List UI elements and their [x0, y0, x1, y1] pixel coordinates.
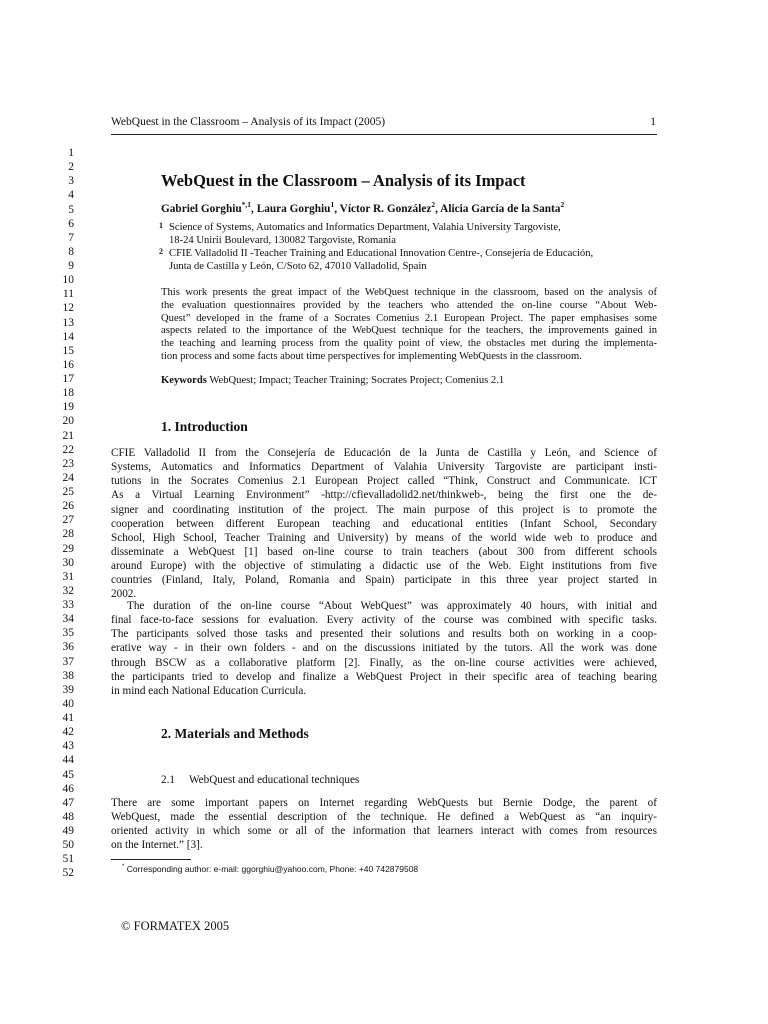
author-mark: 1: [330, 200, 335, 210]
affiliation: [159, 247, 594, 274]
line-number: 46: [62, 782, 74, 795]
line-number: 52: [62, 867, 74, 880]
affiliation-line: CFIE Valladolid II -Teacher Training and Educational Innovation Centre-, Consejería de Educación,: [169, 248, 594, 259]
line-numbers: [50, 146, 74, 881]
keywords-text: WebQuest; Impact; Teacher Training; Socrates Project; Comenius 2.1: [206, 375, 505, 386]
paragraph: [111, 446, 657, 601]
line-number: 51: [62, 853, 74, 866]
line-number: 18: [62, 387, 74, 400]
affiliation-line: Science of Systems, Automatics and Informatics Department, Valahia University Targoviste,: [169, 222, 561, 233]
affiliation-mark: 1: [159, 221, 163, 230]
line-number: 26: [62, 500, 74, 513]
line-number: 31: [62, 570, 74, 583]
line-number: 11: [62, 288, 74, 301]
line-number: 41: [62, 712, 74, 724]
line-number: 5: [68, 203, 74, 216]
paragraph-line: the participants tried to develop and finalize a WebQuest Project in their specific area of teaching bearing: [111, 670, 657, 683]
line-number: 7: [68, 231, 74, 244]
paragraph-line: There are some important papers on Internet regarding WebQuests but Bernie Dodge, the parent of: [111, 797, 657, 809]
subsection-heading: [161, 774, 359, 786]
paragraph-line: through BSCW as a collaborative platform [2]. Finally, as the on-line course activities were achieved,: [111, 656, 657, 669]
line-number: 30: [62, 556, 74, 569]
line-number: 4: [68, 189, 74, 202]
line-number: 25: [62, 486, 74, 498]
paragraph-line: signer and coordinating institution of the project. The main purpose of this project is to promote the: [111, 503, 657, 516]
abstract-line: Quest” developed in the frame of a Socrates Comenius 2.1 European Project. The paper emphasises some: [161, 312, 657, 324]
line-number: 28: [62, 528, 74, 541]
footnote-rule: [111, 859, 191, 860]
line-number: 21: [62, 429, 74, 442]
footnote-mark: *: [122, 864, 125, 871]
line-number: 8: [68, 245, 74, 258]
paragraph-line: The duration of the on-line course “About WebQuest” was approximately 40 hours, with initial and: [127, 600, 657, 612]
affiliation-mark: 2: [159, 247, 163, 256]
keywords: [161, 375, 504, 386]
line-number: 17: [62, 373, 74, 385]
author-mark: 2: [431, 200, 436, 210]
line-number: 37: [62, 655, 74, 668]
paragraph-line: disseminate a WebQuest [1] based on-line course to train teachers (about 300 from different schools: [111, 545, 657, 558]
running-title: WebQuest in the Classroom – Analysis of its Impact (2005): [111, 116, 386, 128]
paragraph-line: The participants solved those tasks and presented their solutions and results both on working in a coop-: [111, 628, 657, 641]
paragraph-line: CFIE Valladolid II from the Consejería de Educación de la Junta de Castilla y León, and Science of: [111, 447, 657, 459]
paragraph-line: School, High School, Teacher Training and University) by means of the world wide web to produce and: [111, 531, 657, 544]
paragraph-line: tutions in the Socrates Comenius 2.1 European Project called “Think, Construct and Communicate. ICT: [111, 475, 657, 488]
affiliation-line: Junta de Castilla y León, C/Soto 62, 47010 Valladolid, Spain: [169, 260, 427, 272]
line-number: 34: [62, 613, 74, 626]
line-number: 13: [62, 316, 74, 329]
keywords-label: Keywords: [161, 375, 207, 386]
line-number: 23: [62, 457, 74, 470]
line-number: 32: [62, 584, 74, 597]
header-rule: [111, 134, 657, 135]
copyright-footer: © FORMATEX 2005: [121, 919, 230, 933]
line-number: 6: [68, 217, 74, 230]
line-number: 45: [62, 768, 74, 781]
line-number: 24: [62, 471, 74, 484]
section-heading: 2. Materials and Methods: [161, 726, 309, 741]
line-number: 16: [62, 358, 74, 371]
paragraph-line: Systems, Automatics and Informatics Department of Valahia University Targoviste are participant insti-: [111, 461, 657, 474]
affiliation: [159, 221, 561, 248]
paragraph-line: As a Virtual Learning Environment” -http://cfievalladolid2.net/thinkweb-, being the first one the de-: [111, 489, 657, 502]
line-number: 10: [62, 274, 74, 287]
paragraph-line: final face-to-face sessions for evaluation. Every activity of the course was combined with specific tasks.: [111, 614, 657, 627]
line-number: 20: [62, 415, 74, 428]
author-name: Gabriel Gorghiu: [161, 203, 242, 215]
abstract-line: This work presents the great impact of the WebQuest technique in the classroom, based on the analysis of: [161, 287, 657, 298]
line-number: 50: [62, 839, 74, 852]
line-number: 29: [62, 542, 74, 555]
line-number: 12: [62, 302, 74, 315]
page-number: 1: [650, 116, 656, 128]
paragraph-line: WebQuest, made the essential description of the technique. He defined a WebQuest as “an inquiry-: [111, 811, 657, 824]
line-number: 38: [62, 669, 74, 682]
author-list: Gabriel Gorghiu$^{*,1}$, Laura Gorghiu$^1$, Víctor R. González$^2$, Alicia García de la Santa$^2$: [161, 200, 565, 215]
line-number: 1: [68, 147, 74, 159]
footnote-text: Corresponding author: e-mail: ggorghiu@yahoo.com, Phone: +40 742879508: [124, 864, 419, 874]
paragraph-line: countries (Finland, Italy, Poland, Romania and Spain) participate in this three year project started in: [111, 574, 657, 587]
affiliation-line: 18-24 Unirii Boulevard, 130082 Targoviste, Romania: [169, 234, 396, 246]
author-mark: 2: [560, 200, 565, 210]
line-number: 48: [62, 810, 74, 823]
line-number: 49: [62, 825, 74, 837]
line-number: 35: [62, 627, 74, 640]
line-number: 9: [68, 260, 74, 272]
paragraph-line: erative way - in their own folders - and on the discussions initiated by the tutors. All the work was done: [111, 642, 657, 655]
abstract-line: tion process and some facts about time perspectives for implementing WebQuests in the classroom.: [161, 350, 582, 362]
author-name: Alicia García de la Santa: [440, 203, 561, 215]
subsection-number: 2.1: [161, 774, 175, 786]
paragraph-line: around Europe) with the objective of stimulating a didactic use of the Web. Eight institutions from five: [111, 560, 657, 572]
line-number: 42: [62, 726, 74, 739]
line-number: 33: [62, 599, 74, 611]
line-number: 19: [62, 401, 74, 414]
author-name: Víctor R. González: [339, 203, 432, 215]
paragraph-line: on the Internet.” [3].: [111, 839, 203, 852]
line-number: 43: [62, 740, 74, 753]
line-number: 44: [62, 754, 74, 767]
paper-title: WebQuest in the Classroom – Analysis of its Impact: [161, 171, 526, 190]
line-number: 14: [62, 330, 74, 343]
line-number: 40: [62, 697, 74, 710]
line-number: 15: [62, 344, 74, 357]
line-number: 22: [62, 443, 74, 456]
abstract-line: the teaching and learning process from the quality point of view, the obstacles met during the implementa-: [161, 338, 657, 350]
line-number: 39: [62, 683, 74, 696]
line-number: 27: [62, 514, 74, 527]
paragraph-line: cooperation between different European teaching and educational entities (Infant School, Secondary: [111, 517, 657, 530]
paragraph-line: oriented activity in which some or all of the information that learners interact with comes from resources: [111, 825, 657, 838]
abstract: [161, 287, 657, 364]
section-heading: 1. Introduction: [161, 419, 248, 434]
paragraph: [111, 796, 657, 853]
author-name: Laura Gorghiu: [256, 203, 331, 215]
abstract-line: aspects related to the importance of the WebQuest technique for the teachers, the improvements gained in: [161, 325, 657, 337]
line-number: 47: [62, 796, 74, 809]
line-number: 36: [62, 641, 74, 654]
subsection-title: WebQuest and educational techniques: [189, 774, 360, 786]
author-mark: *,1: [241, 200, 252, 210]
paragraph-line: 2002.: [111, 588, 137, 601]
footnote: [122, 864, 418, 874]
line-number: 3: [68, 175, 74, 188]
paragraph: [111, 599, 657, 698]
abstract-line: the evaluation questionnaires provided by the teachers who attended the on-line course “About Web-: [161, 299, 657, 311]
paragraph-line: in mind each National Education Curricula.: [111, 684, 307, 697]
running-header: [111, 116, 656, 132]
line-number: 2: [68, 161, 74, 174]
